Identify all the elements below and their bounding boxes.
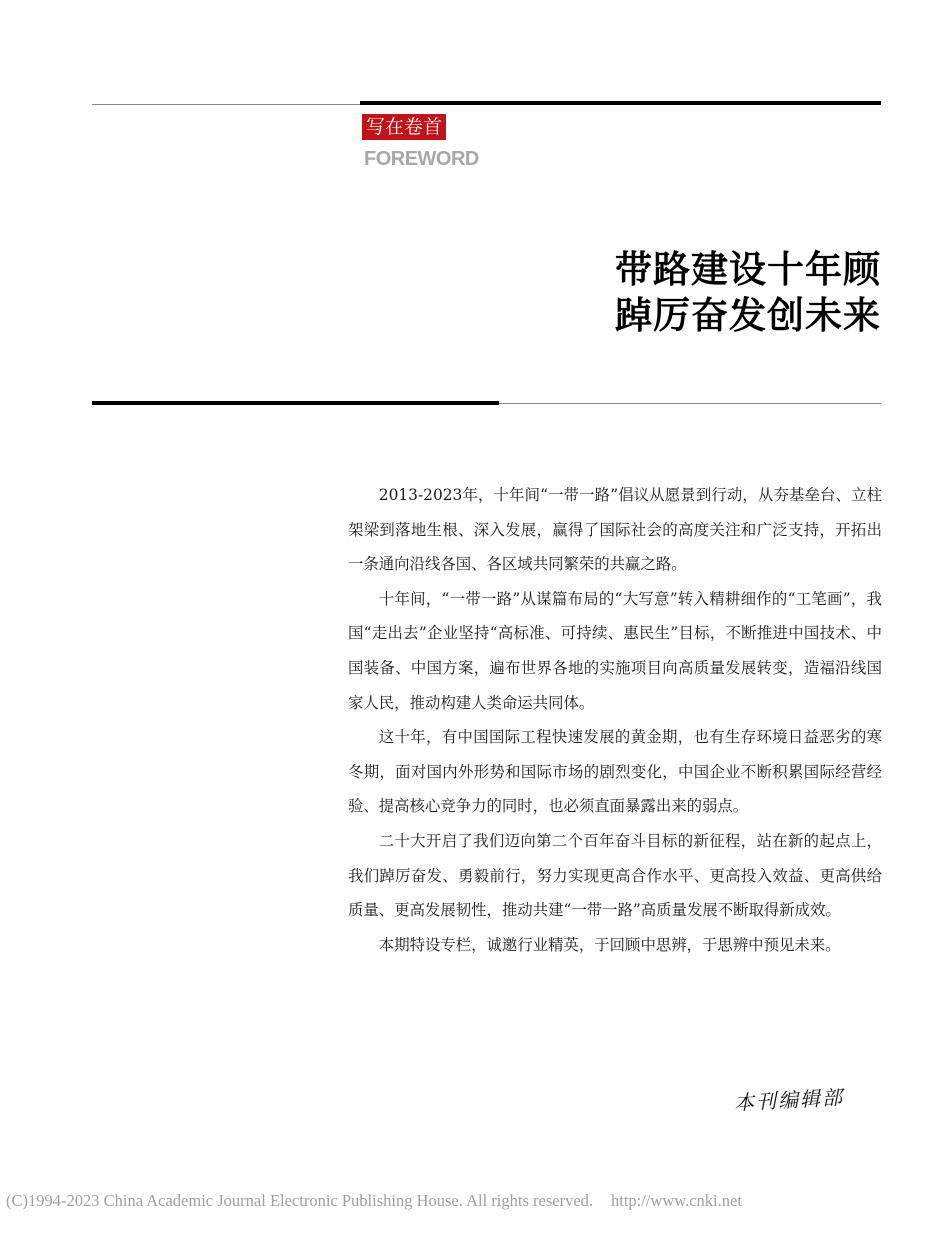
editorial-signature: 本刊编辑部 — [733, 1085, 845, 1115]
middle-divider-thin — [499, 403, 881, 404]
paragraph: 2013-2023年，十年间“一带一路”倡议从愿景到行动，从夯基垒台、立柱架梁到落地生根、深入发展，赢得了国际社会的高度关注和广泛支持，开拓出一条通向沿线各国、各区域共同繁荣的共赢之路。 — [348, 486, 882, 574]
paragraph: 本期特设专栏，诚邀行业精英，于回顾中思辨，于思辨中预见未来。 — [378, 935, 841, 954]
column-tag: 写在卷首 — [362, 114, 446, 140]
headline — [615, 246, 881, 338]
article-body — [348, 478, 882, 962]
headline-line-1: 带路建设十年顾 — [615, 247, 881, 291]
top-divider-thick — [360, 101, 881, 105]
headline-line-2: 踔厉奋发创未来 — [615, 293, 881, 337]
paragraph: 这十年，有中国国际工程快速发展的黄金期，也有生存环境日益恶劣的寒冬期，面对国内外形势和国际市场的剧烈变化，中国企业不断积累国际经营经验、提高核心竞争力的同时，也必须直面暴露出来的弱点。 — [348, 728, 882, 816]
copyright-text: (C)1994-2023 China Academic Journal Electronic Publishing House. All rights reserved. — [6, 1191, 594, 1210]
paragraph: 二十大开启了我们迈向第二个百年奋斗目标的新征程，站在新的起点上，我们踔厉奋发、勇毅前行，努力实现更高合作水平、更高投入效益、更高供给质量、更高发展韧性，推动共建“一带一路”高质量发展不断取得新成效。 — [348, 831, 882, 920]
cnki-link[interactable]: http://www.cnki.net — [611, 1191, 742, 1210]
middle-divider-thick — [92, 401, 499, 405]
top-divider-thin — [92, 104, 360, 105]
copyright-footer — [6, 1191, 742, 1211]
column-english-label: FOREWORD — [364, 148, 479, 170]
paragraph: 十年间，“一带一路”从谋篇布局的“大写意”转入精耕细作的“工笔画”，我国“走出去”企业坚持“高标准、可持续、惠民生”目标，不断推进中国技术、中国装备、中国方案，遍布世界各地的实施项目向高质量发展转变，造福沿线国家人民，推动构建人类命运共同体。 — [348, 589, 882, 712]
